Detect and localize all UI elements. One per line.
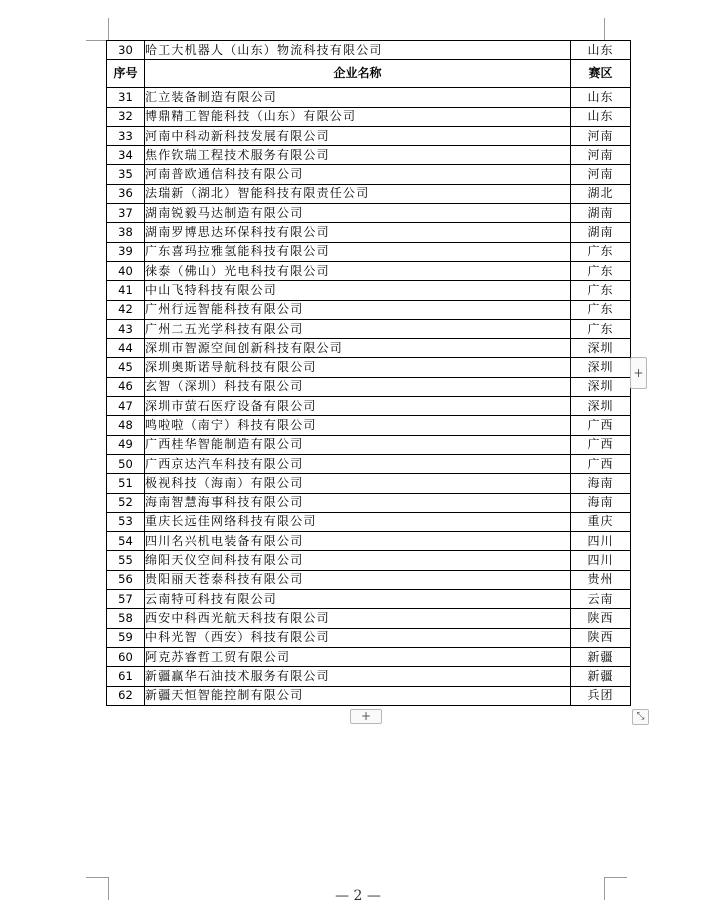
row-number[interactable]: 42: [107, 300, 145, 319]
region-cell[interactable]: 海南: [571, 493, 631, 512]
row-number[interactable]: 37: [107, 204, 145, 223]
region-cell[interactable]: 重庆: [571, 512, 631, 531]
region-cell[interactable]: 贵州: [571, 570, 631, 589]
table-row[interactable]: [107, 242, 631, 261]
table-row[interactable]: [107, 358, 631, 377]
company-name[interactable]: 湖南罗博思达环保科技有限公司: [145, 223, 571, 242]
crop-mark-bottom-right: [604, 877, 627, 900]
company-name[interactable]: 广州二五光学科技有限公司: [145, 319, 571, 338]
row-number[interactable]: 34: [107, 146, 145, 165]
company-name[interactable]: 阿克苏睿哲工贸有限公司: [145, 647, 571, 666]
table-row[interactable]: [107, 512, 631, 531]
table-row[interactable]: [107, 204, 631, 223]
table-row[interactable]: [107, 261, 631, 280]
table-row[interactable]: [107, 165, 631, 184]
row-number[interactable]: 31: [107, 88, 145, 107]
company-name[interactable]: 云南特可科技有限公司: [145, 590, 571, 609]
table-row[interactable]: [107, 107, 631, 126]
region-cell[interactable]: 广西: [571, 416, 631, 435]
row-number[interactable]: 36: [107, 184, 145, 203]
region-cell[interactable]: 云南: [571, 590, 631, 609]
region-cell[interactable]: 山东: [571, 88, 631, 107]
company-name[interactable]: 深圳奥斯诺导航科技有限公司: [145, 358, 571, 377]
table-row[interactable]: [107, 281, 631, 300]
table-row[interactable]: [107, 41, 631, 60]
table-row[interactable]: [107, 667, 631, 686]
row-number[interactable]: 45: [107, 358, 145, 377]
row-number[interactable]: 33: [107, 126, 145, 145]
table-row[interactable]: [107, 300, 631, 319]
row-number[interactable]: 47: [107, 397, 145, 416]
company-name[interactable]: 四川名兴机电装备有限公司: [145, 532, 571, 551]
region-cell[interactable]: 陕西: [571, 628, 631, 647]
page-number: — 2 —: [335, 888, 381, 904]
table-row[interactable]: [107, 416, 631, 435]
region-cell[interactable]: 深圳: [571, 397, 631, 416]
table-row[interactable]: [107, 454, 631, 473]
region-cell[interactable]: 广西: [571, 454, 631, 473]
company-name[interactable]: 玄智（深圳）科技有限公司: [145, 377, 571, 396]
company-name[interactable]: 广西桂华智能制造有限公司: [145, 435, 571, 454]
company-name[interactable]: 绵阳天仪空间科技有限公司: [145, 551, 571, 570]
table-row[interactable]: [107, 184, 631, 203]
header-company-name[interactable]: 企业名称: [145, 60, 571, 88]
row-number[interactable]: 61: [107, 667, 145, 686]
company-name[interactable]: 贵阳丽天苍泰科技有限公司: [145, 570, 571, 589]
row-number[interactable]: 35: [107, 165, 145, 184]
row-number[interactable]: 51: [107, 474, 145, 493]
header-region[interactable]: 赛区: [571, 60, 631, 88]
company-name[interactable]: 海南智慧海事科技有限公司: [145, 493, 571, 512]
region-cell[interactable]: 河南: [571, 165, 631, 184]
region-cell[interactable]: 山东: [571, 107, 631, 126]
region-cell[interactable]: 广东: [571, 242, 631, 261]
row-number[interactable]: 30: [107, 41, 145, 60]
row-number[interactable]: 32: [107, 107, 145, 126]
company-name[interactable]: 徕泰（佛山）光电科技有限公司: [145, 261, 571, 280]
table-row[interactable]: [107, 397, 631, 416]
company-name[interactable]: 中科光智（西安）科技有限公司: [145, 628, 571, 647]
company-name[interactable]: 西安中科西光航天科技有限公司: [145, 609, 571, 628]
crop-mark-top-right: [604, 18, 627, 41]
row-number[interactable]: 55: [107, 551, 145, 570]
row-number[interactable]: 46: [107, 377, 145, 396]
table-row[interactable]: [107, 377, 631, 396]
row-number[interactable]: 59: [107, 628, 145, 647]
table-resize-icon[interactable]: ⤡: [632, 709, 649, 725]
row-number[interactable]: 57: [107, 590, 145, 609]
header-number[interactable]: 序号: [107, 60, 145, 88]
region-cell[interactable]: 广东: [571, 319, 631, 338]
table-row[interactable]: [107, 590, 631, 609]
row-number[interactable]: 58: [107, 609, 145, 628]
company-name[interactable]: 法瑞新（湖北）智能科技有限责任公司: [145, 184, 571, 203]
company-name[interactable]: 广西京达汽车科技有限公司: [145, 454, 571, 473]
region-cell[interactable]: 陕西: [571, 609, 631, 628]
company-name[interactable]: 汇立装备制造有限公司: [145, 88, 571, 107]
region-cell[interactable]: 深圳: [571, 377, 631, 396]
region-cell[interactable]: 四川: [571, 551, 631, 570]
company-name[interactable]: 新疆天恒智能控制有限公司: [145, 686, 571, 705]
row-number[interactable]: 49: [107, 435, 145, 454]
crop-mark-bottom-left: [86, 877, 109, 900]
region-cell[interactable]: 四川: [571, 532, 631, 551]
company-table[interactable]: [106, 40, 631, 706]
table-row[interactable]: [107, 339, 631, 358]
row-number[interactable]: 41: [107, 281, 145, 300]
region-cell[interactable]: 深圳: [571, 339, 631, 358]
table-row[interactable]: [107, 146, 631, 165]
company-name[interactable]: 广东喜玛拉雅氢能科技有限公司: [145, 242, 571, 261]
company-name[interactable]: 重庆长远佳网络科技有限公司: [145, 512, 571, 531]
company-name[interactable]: 深圳市智源空间创新科技有限公司: [145, 339, 571, 358]
row-number[interactable]: 56: [107, 570, 145, 589]
region-cell[interactable]: 海南: [571, 474, 631, 493]
table-header-row[interactable]: [107, 60, 631, 88]
region-cell[interactable]: 新疆: [571, 667, 631, 686]
add-column-button[interactable]: +: [630, 357, 647, 389]
table-row[interactable]: [107, 609, 631, 628]
row-number[interactable]: 54: [107, 532, 145, 551]
table-row[interactable]: [107, 319, 631, 338]
row-number[interactable]: 48: [107, 416, 145, 435]
company-name[interactable]: 极视科技（海南）有限公司: [145, 474, 571, 493]
company-name[interactable]: 鸣啦啦（南宁）科技有限公司: [145, 416, 571, 435]
crop-mark-top-left: [86, 18, 109, 41]
row-number[interactable]: 43: [107, 319, 145, 338]
region-cell[interactable]: 广东: [571, 300, 631, 319]
company-name[interactable]: 广州行远智能科技有限公司: [145, 300, 571, 319]
add-row-button[interactable]: +: [350, 709, 382, 724]
region-cell[interactable]: 广东: [571, 281, 631, 300]
region-cell[interactable]: 深圳: [571, 358, 631, 377]
table-row[interactable]: [107, 628, 631, 647]
company-name[interactable]: 河南普欧通信科技有限公司: [145, 165, 571, 184]
region-cell[interactable]: 河南: [571, 146, 631, 165]
row-number[interactable]: 39: [107, 242, 145, 261]
row-number[interactable]: 38: [107, 223, 145, 242]
table-row[interactable]: [107, 88, 631, 107]
table-row[interactable]: [107, 435, 631, 454]
company-name[interactable]: 焦作钦瑞工程技术服务有限公司: [145, 146, 571, 165]
row-number[interactable]: 40: [107, 261, 145, 280]
row-number[interactable]: 53: [107, 512, 145, 531]
row-number[interactable]: 62: [107, 686, 145, 705]
region-cell[interactable]: 新疆: [571, 647, 631, 666]
table-row[interactable]: [107, 551, 631, 570]
table-row[interactable]: [107, 126, 631, 145]
region-cell[interactable]: 湖北: [571, 184, 631, 203]
region-cell[interactable]: 广西: [571, 435, 631, 454]
row-number[interactable]: 60: [107, 647, 145, 666]
company-name[interactable]: 中山飞特科技有限公司: [145, 281, 571, 300]
row-number[interactable]: 52: [107, 493, 145, 512]
company-name[interactable]: 博鼎精工智能科技（山东）有限公司: [145, 107, 571, 126]
table-row[interactable]: [107, 647, 631, 666]
row-number[interactable]: 50: [107, 454, 145, 473]
region-cell[interactable]: 广东: [571, 261, 631, 280]
company-name[interactable]: 深圳市萤石医疗设备有限公司: [145, 397, 571, 416]
table-row[interactable]: [107, 474, 631, 493]
region-cell[interactable]: 河南: [571, 126, 631, 145]
region-cell[interactable]: 兵团: [571, 686, 631, 705]
table-row[interactable]: [107, 223, 631, 242]
table-row[interactable]: [107, 686, 631, 705]
row-number[interactable]: 44: [107, 339, 145, 358]
region-cell[interactable]: 湖南: [571, 204, 631, 223]
company-name[interactable]: 河南中科动新科技发展有限公司: [145, 126, 571, 145]
table-row[interactable]: [107, 493, 631, 512]
region-cell[interactable]: 湖南: [571, 223, 631, 242]
company-name[interactable]: 湖南锐毅马达制造有限公司: [145, 204, 571, 223]
table-row[interactable]: [107, 532, 631, 551]
table-row[interactable]: [107, 570, 631, 589]
company-name[interactable]: 哈工大机器人（山东）物流科技有限公司: [145, 41, 571, 60]
region-cell[interactable]: 山东: [571, 41, 631, 60]
company-name[interactable]: 新疆赢华石油技术服务有限公司: [145, 667, 571, 686]
